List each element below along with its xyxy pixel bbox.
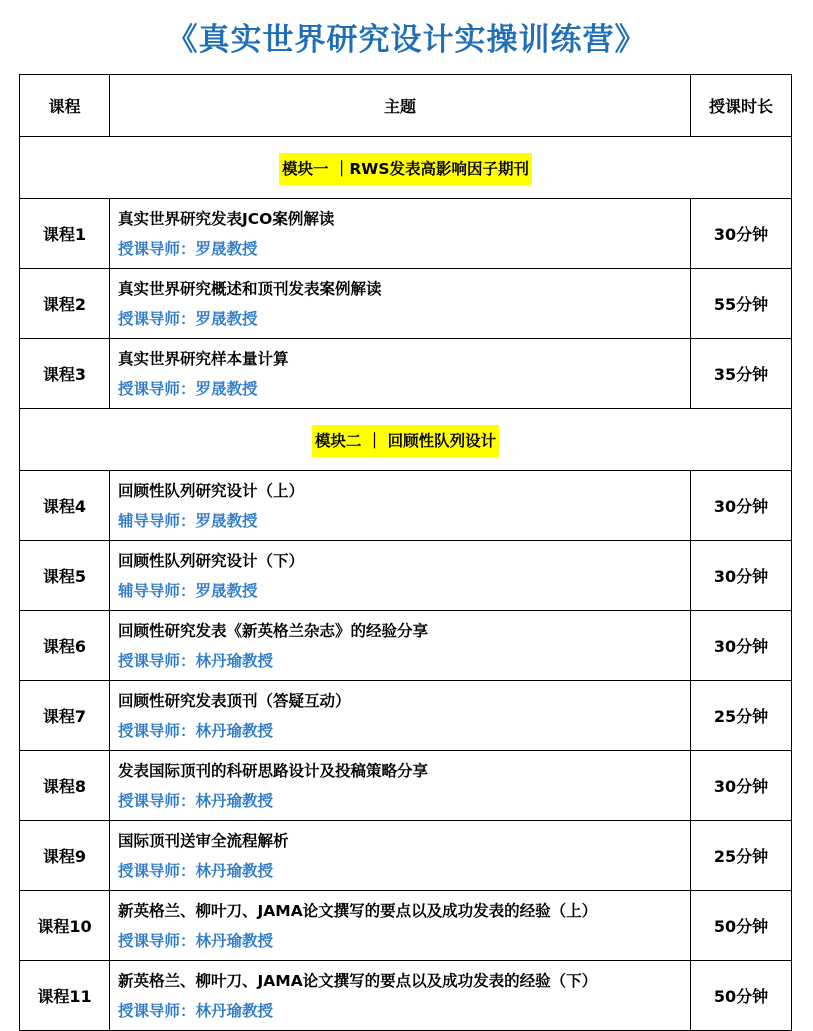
page-title: 《真实世界研究设计实操训练营》 bbox=[166, 22, 647, 58]
course-duration: 35分钟 bbox=[691, 339, 792, 409]
module-cell bbox=[20, 137, 792, 199]
course-teacher: 授课导师：罗晟教授 bbox=[118, 379, 258, 398]
table-row bbox=[20, 681, 792, 751]
topic-cell bbox=[110, 681, 691, 751]
course-topic: 国际顶刊送审全流程解析 bbox=[118, 831, 289, 850]
course-topic: 发表国际顶刊的科研思路设计及投稿策略分享 bbox=[118, 761, 429, 780]
table-row bbox=[20, 339, 792, 409]
course-number: 课程7 bbox=[20, 681, 110, 751]
course-number: 课程4 bbox=[20, 471, 110, 541]
topic-cell bbox=[110, 339, 691, 409]
topic-cell bbox=[110, 751, 691, 821]
course-duration: 55分钟 bbox=[691, 269, 792, 339]
topic-cell bbox=[110, 269, 691, 339]
course-duration: 50分钟 bbox=[691, 961, 792, 1031]
course-number: 课程11 bbox=[20, 961, 110, 1031]
table-row bbox=[20, 541, 792, 611]
topic-cell bbox=[110, 961, 691, 1031]
table-row bbox=[20, 199, 792, 269]
course-duration: 30分钟 bbox=[691, 471, 792, 541]
table-row bbox=[20, 961, 792, 1031]
course-teacher: 授课导师：林丹瑜教授 bbox=[118, 861, 274, 880]
course-duration: 30分钟 bbox=[691, 751, 792, 821]
header-duration: 授课时长 bbox=[691, 75, 792, 137]
course-teacher: 授课导师：林丹瑜教授 bbox=[118, 791, 274, 810]
topic-cell bbox=[110, 471, 691, 541]
course-topic: 新英格兰、柳叶刀、JAMA论文撰写的要点以及成功发表的经验（上） bbox=[118, 901, 598, 920]
module-row bbox=[20, 409, 792, 471]
topic-cell bbox=[110, 891, 691, 961]
course-topic: 回顾性队列研究设计（上） bbox=[118, 481, 305, 500]
header-course: 课程 bbox=[20, 75, 110, 137]
course-topic: 回顾性研究发表顶刊（答疑互动） bbox=[118, 691, 351, 710]
module-title: 模块一 ｜RWS发表高影响因子期刊 bbox=[279, 153, 532, 185]
course-number: 课程8 bbox=[20, 751, 110, 821]
topic-cell bbox=[110, 611, 691, 681]
module-title: 模块二 ｜ 回顾性队列设计 bbox=[312, 425, 499, 457]
table-row bbox=[20, 821, 792, 891]
topic-cell bbox=[110, 821, 691, 891]
course-number: 课程3 bbox=[20, 339, 110, 409]
table-row bbox=[20, 751, 792, 821]
table-row bbox=[20, 269, 792, 339]
header-topic: 主题 bbox=[110, 75, 691, 137]
course-number: 课程5 bbox=[20, 541, 110, 611]
course-teacher: 授课导师：林丹瑜教授 bbox=[118, 1001, 274, 1020]
table-header-row bbox=[20, 75, 792, 137]
table-row bbox=[20, 471, 792, 541]
course-number: 课程6 bbox=[20, 611, 110, 681]
module-row bbox=[20, 137, 792, 199]
course-number: 课程10 bbox=[20, 891, 110, 961]
course-topic: 回顾性队列研究设计（下） bbox=[118, 551, 305, 570]
course-duration: 25分钟 bbox=[691, 821, 792, 891]
course-teacher: 授课导师：林丹瑜教授 bbox=[118, 721, 274, 740]
course-topic: 真实世界研究概述和顶刊发表案例解读 bbox=[118, 279, 382, 298]
course-duration: 25分钟 bbox=[691, 681, 792, 751]
course-duration: 30分钟 bbox=[691, 199, 792, 269]
table-row bbox=[20, 891, 792, 961]
course-duration: 30分钟 bbox=[691, 611, 792, 681]
course-table bbox=[19, 74, 792, 1031]
course-topic: 新英格兰、柳叶刀、JAMA论文撰写的要点以及成功发表的经验（下） bbox=[118, 971, 598, 990]
course-topic: 真实世界研究发表JCO案例解读 bbox=[118, 209, 335, 228]
course-teacher: 辅导导师：罗晟教授 bbox=[118, 511, 258, 530]
course-teacher: 授课导师：林丹瑜教授 bbox=[118, 651, 274, 670]
course-topic: 回顾性研究发表《新英格兰杂志》的经验分享 bbox=[118, 621, 429, 640]
course-number: 课程9 bbox=[20, 821, 110, 891]
course-teacher: 辅导导师：罗晟教授 bbox=[118, 581, 258, 600]
course-teacher: 授课导师：罗晟教授 bbox=[118, 309, 258, 328]
course-topic: 真实世界研究样本量计算 bbox=[118, 349, 289, 368]
module-cell bbox=[20, 409, 792, 471]
course-number: 课程2 bbox=[20, 269, 110, 339]
course-number: 课程1 bbox=[20, 199, 110, 269]
course-duration: 50分钟 bbox=[691, 891, 792, 961]
topic-cell bbox=[110, 199, 691, 269]
course-teacher: 授课导师：罗晟教授 bbox=[118, 239, 258, 258]
table-row bbox=[20, 611, 792, 681]
course-teacher: 授课导师：林丹瑜教授 bbox=[118, 931, 274, 950]
course-duration: 30分钟 bbox=[691, 541, 792, 611]
topic-cell bbox=[110, 541, 691, 611]
